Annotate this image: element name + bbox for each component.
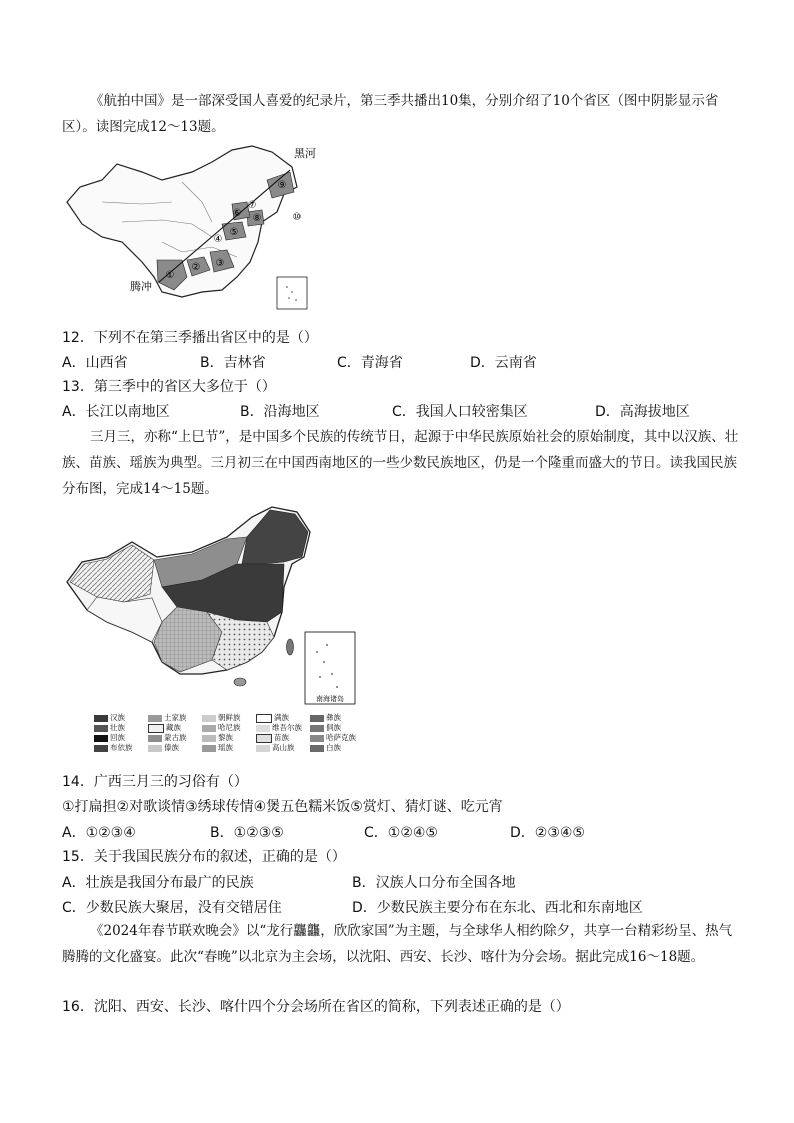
q13-option-b: B．沿海地区 — [240, 404, 320, 420]
legend-item: 苗族 — [256, 733, 310, 743]
inset-label: 南海诸岛 — [316, 695, 344, 703]
label-heihe: 黑河 — [294, 147, 316, 160]
question-15-options-row-2 — [62, 897, 762, 919]
q13-option-d: D．高海拔地区 — [595, 404, 690, 420]
south-china-sea-inset — [305, 632, 355, 704]
q12-option-c: C．青海省 — [337, 355, 403, 371]
q12-option-d: D．云南省 — [470, 355, 537, 371]
marker-7: ⑦ — [247, 200, 257, 211]
intro-paragraph-3: 《2024年春节联欢晚会》以“龙行龘龘，欣欣家国”为主题，与全球华人相约除夕，共享一台精彩纷呈、热气腾腾的文化盛宴。此次“春晚”以北京为主会场，以沈阳、西安、长沙、喀什为分会场。据此完成16～18题。 — [62, 923, 733, 965]
q13-option-c: C．我国人口较密集区 — [392, 404, 528, 420]
legend-item: 壮族 — [94, 723, 148, 733]
legend-item: 汉族 — [94, 713, 148, 723]
question-15-stem: 15．关于我国民族分布的叙述，正确的是（） — [62, 849, 346, 865]
marker-5: ⑤ — [229, 227, 239, 238]
region-hainan — [234, 678, 246, 686]
marker-6: ⑥ — [232, 208, 242, 219]
q15-option-c: C．少数民族大聚居，没有交错居住 — [62, 900, 282, 916]
marker-9: ⑨ — [277, 180, 287, 191]
legend-item: 彝族 — [310, 713, 364, 723]
marker-4: ④ — [213, 234, 223, 245]
intro-paragraph-1: 《航拍中国》是一部深受国人喜爱的纪录片，第三季共播出10集，分别介绍了10个省区（图中阴影显示省区）。读图完成12～13题。 — [62, 93, 719, 135]
legend-item: 维吾尔族 — [256, 723, 310, 733]
q14-option-c: C．①②④⑤ — [364, 825, 438, 841]
q15-option-a: A．壮族是我国分布最广的民族 — [62, 875, 254, 891]
q12-option-a: A．山西省 — [62, 355, 128, 371]
legend-item: 蒙古族 — [148, 733, 202, 743]
region-tibet — [87, 597, 162, 642]
q14-option-a: A．①②③④ — [62, 825, 136, 841]
intro-paragraph-2: 三月三，亦称“上巳节”，是中国多个民族的传统节日，起源于中华民族原始社会的原始制度，其中以汉族、壮族、苗族、瑶族为典型。三月初三在中国西南地区的一些少数民族地区，仍是一个隆重而盛大的节日。读我国民族分布图，完成14～15题。 — [62, 429, 739, 497]
question-14-items: ①打扁担②对歌谈情③绣球传情④煲五色糯米饭⑤赏灯、猜灯谜、吃元宵 — [62, 799, 503, 815]
question-14-options — [62, 822, 762, 844]
legend-item: 傣族 — [148, 743, 202, 753]
question-12-stem: 12．下列不在第三季播出省区中的是（） — [62, 330, 318, 346]
legend-item: 哈尼族 — [202, 723, 256, 733]
legend-item: 藏族 — [148, 723, 202, 733]
q15-option-d: D．少数民族主要分布在东北、西北和东南地区 — [352, 900, 643, 916]
documentary-province-map — [62, 142, 317, 317]
question-13-stem: 13．第三季中的省区大多位于（） — [62, 379, 276, 395]
legend-item: 土家族 — [148, 713, 202, 723]
legend-item: 白族 — [310, 743, 364, 753]
ethnic-map-legend — [94, 713, 364, 763]
legend-item: 朝鲜族 — [202, 713, 256, 723]
south-china-sea-inset — [277, 277, 307, 309]
question-14-stem: 14．广西三月三的习俗有（） — [62, 774, 248, 790]
question-15-options-row-1 — [62, 872, 762, 894]
marker-10: ⑩ — [292, 212, 302, 223]
q14-option-b: B．①②③⑤ — [210, 825, 284, 841]
marker-1: ① — [165, 270, 175, 281]
legend-item: 布依族 — [94, 743, 148, 753]
legend-item: 侗族 — [310, 723, 364, 733]
question-13-options — [62, 401, 762, 423]
legend-item: 瑶族 — [202, 743, 256, 753]
marker-3: ③ — [215, 258, 225, 269]
question-12-options — [62, 352, 762, 374]
legend-item: 哈萨克族 — [310, 733, 364, 743]
legend-item: 满族 — [256, 713, 310, 723]
q15-option-b: B．汉族人口分布全国各地 — [352, 875, 516, 891]
q13-option-a: A．长江以南地区 — [62, 404, 170, 420]
region-taiwan — [287, 639, 294, 655]
legend-item: 高山族 — [256, 743, 310, 753]
label-tengchong: 腾冲 — [130, 280, 152, 293]
legend-item: 回族 — [94, 733, 148, 743]
marker-8: ⑧ — [252, 213, 262, 224]
q14-option-d: D．②③④⑤ — [510, 825, 585, 841]
marker-2: ② — [191, 262, 201, 273]
legend-item: 黎族 — [202, 733, 256, 743]
q12-option-b: B．吉林省 — [200, 355, 266, 371]
question-16-stem: 16．沈阳、西安、长沙、喀什四个分会场所在省区的简称，下列表述正确的是（） — [62, 999, 570, 1015]
